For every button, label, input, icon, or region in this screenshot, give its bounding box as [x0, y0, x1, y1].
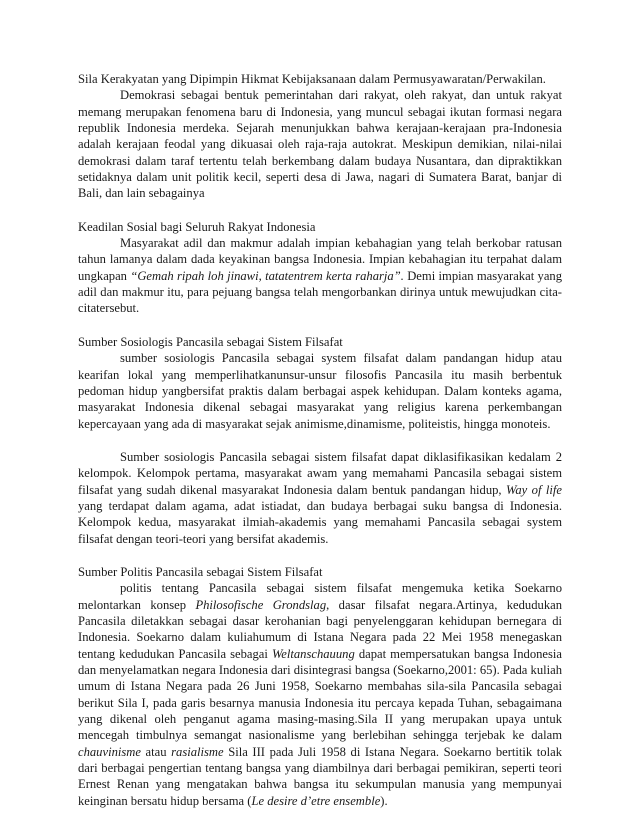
- section-heading-sumber-politis: Sumber Politis Pancasila sebagai Sistem Filsafat: [78, 564, 323, 579]
- text-run: atau: [140, 744, 172, 759]
- text-run: dapat mempersatukan bangsa Indonesia dan menyelamatkan negara Indonesia dari disintegrasi bangsa (Soekarno,2001: 65). Pada kuliah umum di Istana Negara pada 26 Juni 1958, Soekarno membahas sila-sila Pancasila sebagai berikut Sila I, pada garis besarnya manusia Indonesia itu percaya kepada Tuhan, sebagaimana yang dikenal oleh penganut agama masing-masing.Sila II yang merupakan upaya untuk mencegah timbulnya semangat nasionalisme yang berlebihan sehingga terjebak ke dalam: [78, 646, 563, 743]
- document-body: [78, 71, 562, 809]
- section-heading-sumber-sosiologis: Sumber Sosiologis Pancasila sebagai Sistem Filsafat: [78, 334, 343, 349]
- text-run: politis tentang Pancasila sebagai sistem filsafat mengemuka ketika Soekarno melontarkan konsep: [78, 581, 562, 612]
- section-heading-kerakyatan: Sila Kerakyatan yang Dipimpin Hikmat Kebijaksanaan dalam Permusyawaratan/Perwakilan.: [78, 72, 546, 86]
- section-gap: [78, 317, 562, 334]
- italic-philosofische-grondslag: Philosofische Grondslag: [195, 597, 327, 612]
- section-gap: [78, 202, 562, 219]
- text-run: , dasar filsafat negara.Artinya, kedudukan Pancasila diletakkan sebagai dasar kerohanian bagi penyelenggaran kehidupan bernegara di Indonesia. Soekarno dalam kuliahumum di Istana Negara pada 22 Mei 1958 menegaskan tentang kedudukan Pancasila sebagai: [78, 597, 563, 661]
- paragraph-adil-makmur: [78, 235, 562, 317]
- italic-way-of-life: Way of life: [506, 482, 562, 497]
- paragraph-sosiologis-1: sumber sosiologis Pancasila sebagai system filsafat dalam pandangan hidup atau kearifan lokal yang memperlihatkanunsur-unsur filosofis Pancasila itu masih berbentuk pedoman hidup yangbersifat praktis dalam berbagai aspek kehidupan. Dalam konteks agama, masyarakat Indonesia dikenal sebagai masyarakat yang religius karena perkembangan kepercayaan yang ada di masyarakat sejak animisme,dinamisme, politeistis, hingga monoteis.: [78, 351, 562, 431]
- paragraph-sosiologis-2: [78, 449, 562, 547]
- section-heading-keadilan-sosial: Keadilan Sosial bagi Seluruh Rakyat Indonesia: [78, 219, 316, 234]
- italic-chauvinisme: chauvinisme: [78, 744, 141, 759]
- text-run: ).: [380, 793, 388, 808]
- italic-le-desire: Le desire d’etre ensemble: [251, 793, 381, 808]
- section-gap: [78, 547, 562, 564]
- text-run: Demi impian masyarakat yang adil dan makmur itu, para pejuang bangsa telah mengorbankan dirinya untuk mewujudkan cita-citatersebut.: [78, 268, 563, 316]
- quote-gemah-ripah: “Gemah ripah loh jinawi, tatatentrem kerta raharja”.: [130, 268, 404, 283]
- paragraph-politis: [78, 580, 562, 809]
- text-run: Sila III pada Juli 1958 di Istana Negara. Soekarno bertitik tolak dari berbagai pengertian tentang bangsa yang diambilnya dari berbagai pemikiran, seperti teori Ernest Renan yang mengatakan bahwa bangsa itu sekumpulan manusia yang mempunyai keinginan bersatu hidup bersama (: [78, 744, 562, 808]
- text-run: Sumber sosiologis Pancasila sebagai sistem filsafat dapat diklasifikasikan kedalam 2 kelompok. Kelompok pertama, masyarakat awam yang memahami Pancasila sebagai sistem filsafat yang sudah dikenal masyarakat Indonesia dalam bentuk pandangan hidup,: [78, 449, 562, 497]
- text-run: Masyarakat adil dan makmur adalah impian kebahagian yang telah berkobar ratusan tahun lamanya dalam dada keyakinan bangsa Indonesia. Impian kebahagian itu terpahat dalam ungkapan: [78, 236, 562, 283]
- italic-rasialisme: rasialisme: [171, 744, 224, 759]
- text-run: yang terdapat dalam agama, adat istiadat, dan budaya berbagai suku bangsa di Indonesia. Kelompok kedua, masyarakat ilmiah-akademis yang memahami Pancasila sebagai system filsafat dengan teori-teori yang bersifat akademis.: [78, 498, 562, 546]
- paragraph-demokrasi: Demokrasi sebagai bentuk pemerintahan dari rakyat, oleh rakyat, dan untuk rakyat memang merupakan fenomena baru di Indonesia, yang muncul sebagai ikutan formasi negara republik Indonesia merdeka. Sejarah menunjukkan bahwa kerajaan-kerajaan pra-Indonesia adalah kerajaan feodal yang dikuasai oleh raja-raja autokrat. Meskipun demikian, nilai-nilai demokrasi dalam taraf tertentu telah berkembang dalam budaya Nusantara, dan dipraktikkan setidaknya dalam unit politik kecil, seperti desa di Jawa, nagari di Sumatera Barat, banjar di Bali, dan lain sebagainya: [78, 88, 562, 201]
- italic-weltanschauung: Weltanschauung: [271, 646, 355, 661]
- paragraph-gap: [78, 432, 562, 449]
